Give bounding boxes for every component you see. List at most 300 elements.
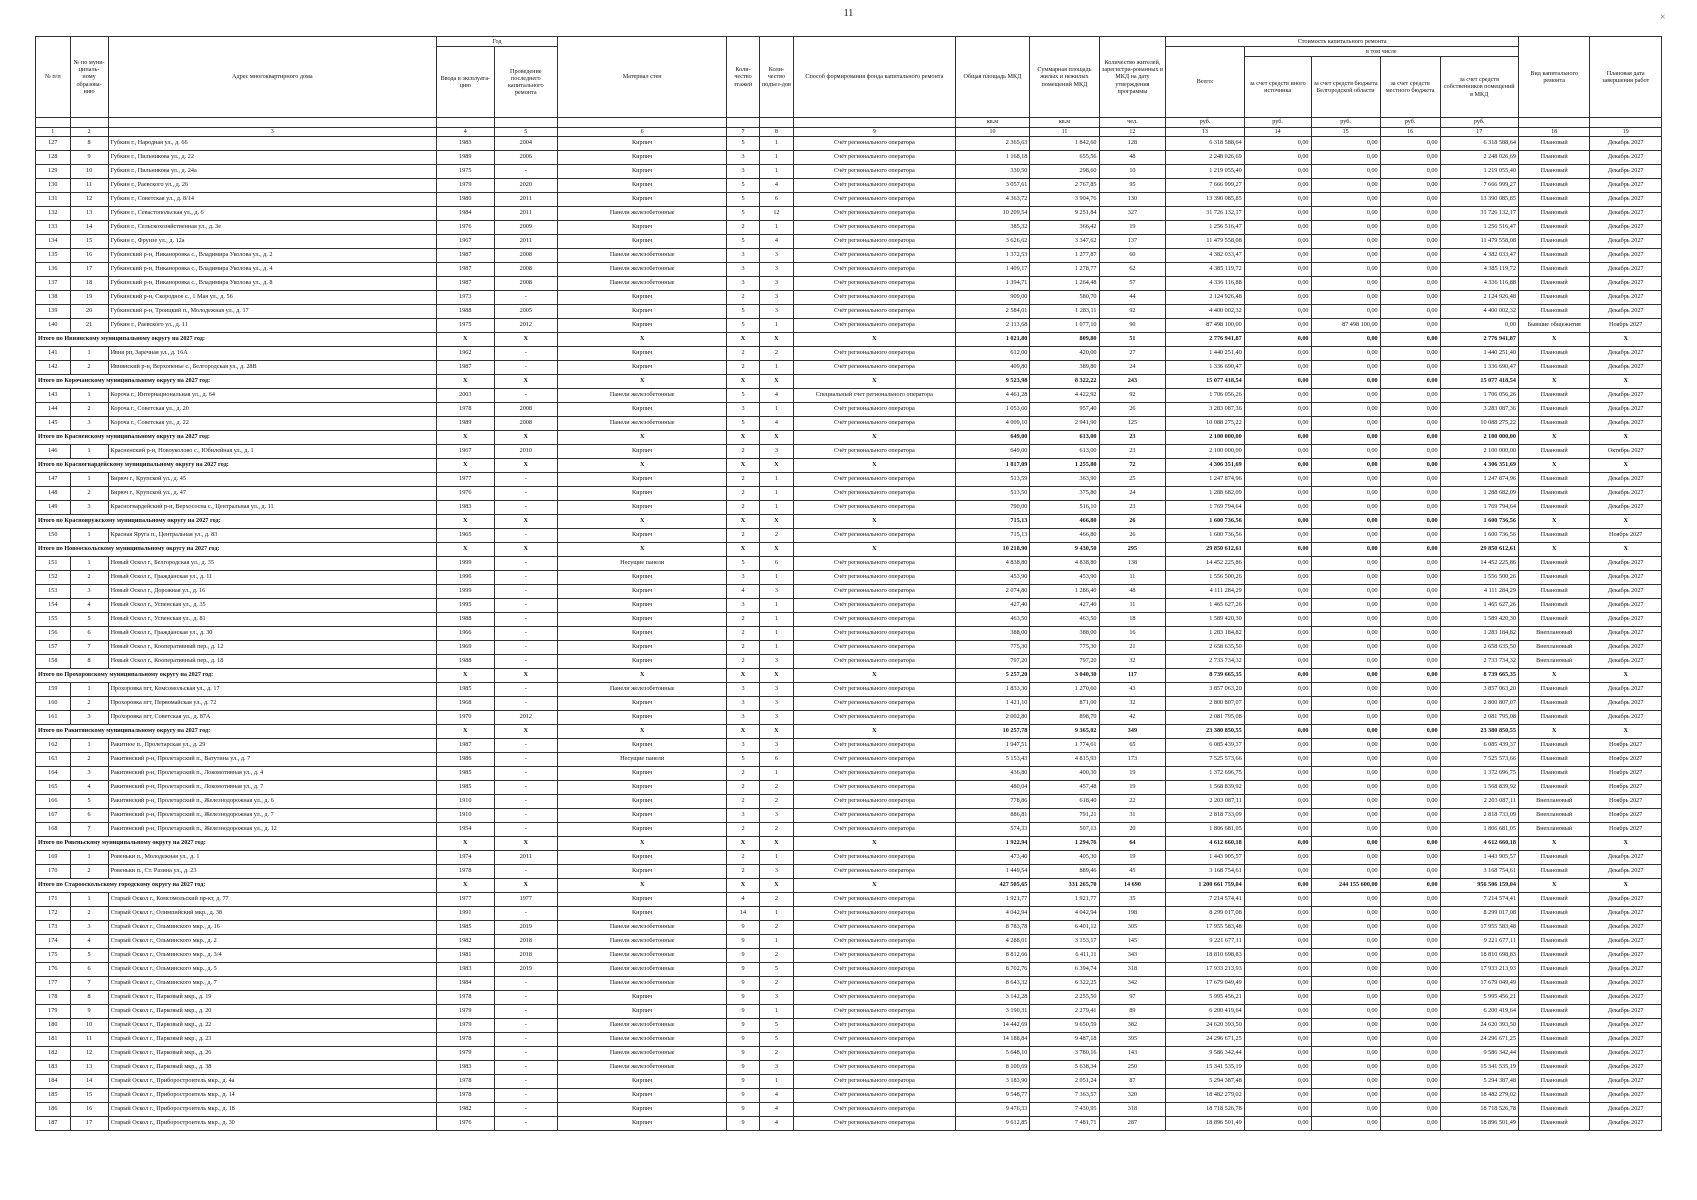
table-cell: 1 xyxy=(70,851,108,865)
table-cell: Счёт регионального оператора xyxy=(794,305,955,319)
table-cell: 1999 xyxy=(436,585,494,599)
table-cell: 0,00 xyxy=(1380,823,1440,837)
table-cell: 3 183,90 xyxy=(955,1075,1030,1089)
table-cell: 17 679 049,49 xyxy=(1440,977,1518,991)
table-cell: 9 xyxy=(727,991,759,1005)
table-cell: Счёт регионального оператора xyxy=(794,557,955,571)
table-cell: 513,50 xyxy=(955,487,1030,501)
table-row xyxy=(36,753,1662,767)
table-cell: 0,00 xyxy=(1311,487,1380,501)
subtotal-cell: X xyxy=(1590,375,1662,389)
table-cell: - xyxy=(494,1075,557,1089)
table-row xyxy=(36,1075,1662,1089)
table-cell: Плановый xyxy=(1518,263,1589,277)
table-cell: Плановый xyxy=(1518,249,1589,263)
table-cell: 0,00 xyxy=(1311,851,1380,865)
table-cell: - xyxy=(494,627,557,641)
table-cell: 1 xyxy=(70,739,108,753)
table-cell: Счёт регионального оператора xyxy=(794,1005,955,1019)
table-cell: 1995 xyxy=(436,599,494,613)
table-cell: 2 xyxy=(727,473,759,487)
table-cell: Плановый xyxy=(1518,865,1589,879)
address-cell: Ивня рп, Заречная ул., д. 16А xyxy=(108,347,436,361)
table-cell: 871,00 xyxy=(1030,697,1099,711)
table-cell: 3 xyxy=(727,151,759,165)
table-cell: 0,00 xyxy=(1311,249,1380,263)
table-cell: 172 xyxy=(36,907,71,921)
table-cell: 1 xyxy=(70,347,108,361)
table-cell: 31 726 132,17 xyxy=(1166,207,1244,221)
table-cell: 0,00 xyxy=(1380,361,1440,375)
table-cell: 2003 xyxy=(436,389,494,403)
table-cell: 0,00 xyxy=(1244,585,1311,599)
subtotal-cell: X xyxy=(436,669,494,683)
table-cell: Внеплановый xyxy=(1518,655,1589,669)
table-cell: 3 xyxy=(759,991,794,1005)
table-cell: 3 057,61 xyxy=(955,179,1030,193)
subtotal-cell: X xyxy=(794,515,955,529)
table-cell: 7 525 573,66 xyxy=(1166,753,1244,767)
table-cell: Ноябрь 2027 xyxy=(1590,739,1662,753)
table-cell: Плановый xyxy=(1518,403,1589,417)
subtotal-cell: 466,80 xyxy=(1030,515,1099,529)
subtotal-cell: 1 294,76 xyxy=(1030,837,1099,851)
table-cell: 8 xyxy=(70,655,108,669)
table-cell: 1 372,53 xyxy=(955,249,1030,263)
table-cell: Кирпич xyxy=(557,585,726,599)
table-cell: Панели железобетонные xyxy=(557,1047,726,1061)
table-cell: 0,00 xyxy=(1311,389,1380,403)
table-cell: 4 111 284,29 xyxy=(1440,585,1518,599)
table-cell: Плановый xyxy=(1518,221,1589,235)
table-cell: Кирпич xyxy=(557,613,726,627)
table-cell: 7 xyxy=(70,641,108,655)
column-number: 19 xyxy=(1590,128,1662,137)
table-cell: Плановый xyxy=(1518,165,1589,179)
table-cell: Счёт регионального оператора xyxy=(794,795,955,809)
subtotal-cell: 0,00 xyxy=(1380,459,1440,473)
subtotal-cell: 9 430,50 xyxy=(1030,543,1099,557)
table-cell: Счёт регионального оператора xyxy=(794,165,955,179)
table-cell: 0,00 xyxy=(1440,319,1518,333)
table-cell: 171 xyxy=(36,893,71,907)
table-cell: 13 xyxy=(70,207,108,221)
table-cell: 136 xyxy=(36,263,71,277)
table-cell: 5 995 456,21 xyxy=(1440,991,1518,1005)
subtotal-cell: 0,00 xyxy=(1311,375,1380,389)
table-cell: 3 xyxy=(727,697,759,711)
table-cell: 2 xyxy=(70,403,108,417)
table-cell: 6 xyxy=(759,557,794,571)
table-cell: 0,00 xyxy=(1244,179,1311,193)
table-cell: - xyxy=(494,977,557,991)
table-cell: 2 074,80 xyxy=(955,585,1030,599)
address-cell: Ивнянский р-н, Верхопенье с., Белгородская ул., д. 28В xyxy=(108,361,436,375)
table-cell: Счёт регионального оператора xyxy=(794,487,955,501)
table-cell: Панели железобетонные xyxy=(557,1061,726,1075)
table-cell: Ноябрь 2027 xyxy=(1590,529,1662,543)
table-cell: Плановый xyxy=(1518,921,1589,935)
subtotal-cell: X xyxy=(494,515,557,529)
subtotal-cell: X xyxy=(794,669,955,683)
subtotal-cell: 1 817,09 xyxy=(955,459,1030,473)
table-cell: 0,00 xyxy=(1311,613,1380,627)
table-cell: 2 xyxy=(727,445,759,459)
table-cell: Ноябрь 2027 xyxy=(1590,823,1662,837)
subtotal-cell: 1 021,80 xyxy=(955,333,1030,347)
table-cell: Кирпич xyxy=(557,1005,726,1019)
table-cell: Кирпич xyxy=(557,403,726,417)
subtotal-cell: X xyxy=(1518,543,1589,557)
table-cell: Декабрь 2027 xyxy=(1590,1019,1662,1033)
table-cell: 1 833,30 xyxy=(955,683,1030,697)
table-cell: 427,40 xyxy=(1030,599,1099,613)
table-cell: - xyxy=(494,1061,557,1075)
table-cell: 790,00 xyxy=(955,501,1030,515)
table-cell: 1 774,61 xyxy=(1030,739,1099,753)
header-n-mun: № по муни-ципаль-ному образова-нию xyxy=(70,37,108,118)
table-cell: 1978 xyxy=(436,991,494,1005)
table-cell: 0,00 xyxy=(1380,655,1440,669)
table-cell: 11 xyxy=(1099,571,1166,585)
table-cell: 7 363,57 xyxy=(1030,1089,1099,1103)
table-cell: 5 153,43 xyxy=(955,753,1030,767)
subtotal-cell: 0,00 xyxy=(1380,543,1440,557)
table-cell: Панели железобетонные xyxy=(557,949,726,963)
subtotal-cell: 809,80 xyxy=(1030,333,1099,347)
table-cell: 0,00 xyxy=(1244,1005,1311,1019)
table-cell: 1 xyxy=(70,445,108,459)
table-cell: 0,00 xyxy=(1311,865,1380,879)
table-cell: 0,00 xyxy=(1311,1089,1380,1103)
table-cell: 1 440 251,40 xyxy=(1440,347,1518,361)
subtotal-cell: 0,00 xyxy=(1244,879,1311,893)
address-cell: Старый Оскол г., Приборостроитель мкр., д. 14 xyxy=(108,1089,436,1103)
table-cell: Декабрь 2027 xyxy=(1590,935,1662,949)
table-cell: 3 xyxy=(759,291,794,305)
table-cell: Счёт регионального оператора xyxy=(794,529,955,543)
table-cell: Бывшие общежития xyxy=(1518,319,1589,333)
table-cell: 4 xyxy=(759,179,794,193)
table-cell: 1983 xyxy=(436,1061,494,1075)
table-cell: Декабрь 2027 xyxy=(1590,235,1662,249)
header-kind: Вид капитального ремонта xyxy=(1518,37,1589,118)
table-cell: Ноябрь 2027 xyxy=(1590,753,1662,767)
subtotal-cell: X xyxy=(494,543,557,557)
table-cell: - xyxy=(494,823,557,837)
table-cell: 0,00 xyxy=(1380,781,1440,795)
table-cell: 427,40 xyxy=(955,599,1030,613)
table-row xyxy=(36,487,1662,501)
table-cell: 2 800 807,07 xyxy=(1440,697,1518,711)
table-cell: 0,00 xyxy=(1311,151,1380,165)
table-cell: Плановый xyxy=(1518,599,1589,613)
table-cell: - xyxy=(494,291,557,305)
table-cell: 1 278,77 xyxy=(1030,263,1099,277)
table-cell: 375,80 xyxy=(1030,487,1099,501)
subtotal-cell: X xyxy=(727,837,759,851)
subtotal-cell: X xyxy=(436,375,494,389)
table-cell: 0,00 xyxy=(1311,697,1380,711)
table-cell: 7 xyxy=(70,823,108,837)
table-cell: Кирпич xyxy=(557,361,726,375)
table-cell: 157 xyxy=(36,641,71,655)
table-cell: 3 xyxy=(759,277,794,291)
table-cell: Плановый xyxy=(1518,963,1589,977)
table-cell: 2008 xyxy=(494,249,557,263)
address-cell: Старый Оскол г., Ольминского мкр., д. 7 xyxy=(108,977,436,991)
table-cell: 7 666 999,27 xyxy=(1166,179,1244,193)
subtotal-cell: 15 077 418,54 xyxy=(1440,375,1518,389)
table-row xyxy=(36,1033,1662,1047)
address-cell: Новый Оскол г., Успенская ул., д. 35 xyxy=(108,599,436,613)
corner-mark: × xyxy=(1660,12,1666,23)
table-cell: 65 xyxy=(1099,739,1166,753)
table-cell: 0,00 xyxy=(1311,403,1380,417)
table-cell: 0,00 xyxy=(1380,165,1440,179)
column-number: 13 xyxy=(1166,128,1244,137)
table-cell: 2 xyxy=(70,753,108,767)
table-cell: 0,00 xyxy=(1244,935,1311,949)
table-cell: 4 xyxy=(759,417,794,431)
table-cell: 155 xyxy=(36,613,71,627)
table-cell: 3 xyxy=(70,417,108,431)
table-cell: 2 xyxy=(70,865,108,879)
header-entrances: Коли-чество подъез-дов xyxy=(759,37,794,118)
table-cell: 3 xyxy=(727,599,759,613)
table-cell: Плановый xyxy=(1518,235,1589,249)
table-cell: 1 465 627,26 xyxy=(1166,599,1244,613)
subtotal-cell: 349 xyxy=(1099,725,1166,739)
table-cell: 0,00 xyxy=(1311,235,1380,249)
column-number: 4 xyxy=(436,128,494,137)
table-cell: 167 xyxy=(36,809,71,823)
table-cell: - xyxy=(494,1047,557,1061)
subtotal-cell: X xyxy=(1590,725,1662,739)
table-cell: Панели железобетонные xyxy=(557,263,726,277)
subtotal-cell: 0,00 xyxy=(1380,333,1440,347)
table-cell: 0,00 xyxy=(1380,305,1440,319)
table-cell: 1 xyxy=(759,221,794,235)
table-cell: 0,00 xyxy=(1311,1103,1380,1117)
table-cell: Декабрь 2027 xyxy=(1590,473,1662,487)
table-cell: 2 733 734,32 xyxy=(1166,655,1244,669)
table-cell: 2 xyxy=(727,823,759,837)
table-cell: 9 xyxy=(727,1075,759,1089)
table-cell: 4 xyxy=(70,781,108,795)
table-cell: Кирпич xyxy=(557,529,726,543)
table-cell: 8 299 017,08 xyxy=(1440,907,1518,921)
table-cell: Счёт регионального оператора xyxy=(794,865,955,879)
address-cell: Короча г., Советская ул., д. 20 xyxy=(108,403,436,417)
table-cell: 2 100 000,00 xyxy=(1440,445,1518,459)
table-cell: 2 767,85 xyxy=(1030,179,1099,193)
table-cell: 129 xyxy=(36,165,71,179)
table-cell: 198 xyxy=(1099,907,1166,921)
subtotal-cell: 0,00 xyxy=(1244,543,1311,557)
table-cell: 0,00 xyxy=(1311,963,1380,977)
subtotal-cell: 23 380 850,55 xyxy=(1166,725,1244,739)
table-cell: Кирпич xyxy=(557,907,726,921)
unit-cell: руб. xyxy=(1166,118,1244,128)
table-cell: 23 xyxy=(1099,501,1166,515)
table-cell: Декабрь 2027 xyxy=(1590,851,1662,865)
table-cell: 4 111 284,29 xyxy=(1166,585,1244,599)
table-cell: - xyxy=(494,613,557,627)
table-cell: 9 xyxy=(727,1005,759,1019)
subtotal-cell: 0,00 xyxy=(1311,725,1380,739)
header-god: Год xyxy=(436,37,557,47)
table-cell: Счёт регионального оператора xyxy=(794,921,955,935)
table-cell: 330,50 xyxy=(955,165,1030,179)
table-cell: 1954 xyxy=(436,823,494,837)
table-cell: Внеплановый xyxy=(1518,627,1589,641)
subtotal-cell: X xyxy=(727,375,759,389)
subtotal-cell: X xyxy=(1518,459,1589,473)
address-cell: Старый Оскол г., Приборостроитель мкр., д. 4а xyxy=(108,1075,436,1089)
subtotal-cell: X xyxy=(727,543,759,557)
table-cell: Счёт регионального оператора xyxy=(794,781,955,795)
subtotal-cell: 613,00 xyxy=(1030,431,1099,445)
subtotal-cell: X xyxy=(727,431,759,445)
table-cell: 6 411,11 xyxy=(1030,949,1099,963)
table-cell: 1 264,48 xyxy=(1030,277,1099,291)
table-cell: Плановый xyxy=(1518,487,1589,501)
header-cost: Стоимость капитального ремонта xyxy=(1166,37,1519,47)
subtotal-cell: 295 xyxy=(1099,543,1166,557)
table-row xyxy=(36,697,1662,711)
address-cell: Старый Оскол г., Ольминского мкр., д. 16 xyxy=(108,921,436,935)
table-row xyxy=(36,207,1662,221)
table-cell: 0,00 xyxy=(1380,207,1440,221)
table-cell: 95 xyxy=(1099,179,1166,193)
table-cell: 7 214 574,41 xyxy=(1166,893,1244,907)
subtotal-cell: X xyxy=(759,459,794,473)
table-cell: 388,00 xyxy=(955,627,1030,641)
unit-cell: кв.м xyxy=(1030,118,1099,128)
table-cell: Декабрь 2027 xyxy=(1590,655,1662,669)
table-cell: 0,00 xyxy=(1311,809,1380,823)
table-cell: 1989 xyxy=(436,151,494,165)
table-cell: Плановый xyxy=(1518,1075,1589,1089)
table-cell: 0,00 xyxy=(1380,319,1440,333)
table-cell: Внеплановый xyxy=(1518,795,1589,809)
subtotal-cell: X xyxy=(557,543,726,557)
subtotal-cell: 4 612 660,18 xyxy=(1440,837,1518,851)
table-cell: 886,81 xyxy=(955,809,1030,823)
subtotal-cell: 331 265,70 xyxy=(1030,879,1099,893)
address-cell: Губкинский р-н, Скородное с., 1 Мая ул., д. 56 xyxy=(108,291,436,305)
table-cell: 1 xyxy=(70,529,108,543)
table-cell: Панели железобетонные xyxy=(557,1033,726,1047)
subtotal-cell: X xyxy=(794,837,955,851)
table-cell: 1 921,77 xyxy=(1030,893,1099,907)
table-cell: 0,00 xyxy=(1311,739,1380,753)
table-cell: 18 718 526,78 xyxy=(1440,1103,1518,1117)
subtotal-cell: 0,00 xyxy=(1380,837,1440,851)
table-cell: Плановый xyxy=(1518,347,1589,361)
table-cell: 32 xyxy=(1099,697,1166,711)
table-cell: 1978 xyxy=(436,1075,494,1089)
table-cell: Кирпич xyxy=(557,739,726,753)
table-cell: 5 xyxy=(759,1033,794,1047)
table-row xyxy=(36,627,1662,641)
table-cell: 3 xyxy=(759,445,794,459)
table-cell: 613,00 xyxy=(1030,445,1099,459)
table-cell: Плановый xyxy=(1518,781,1589,795)
table-cell: Счёт регионального оператора xyxy=(794,403,955,417)
table-cell: 0,00 xyxy=(1244,697,1311,711)
table-cell: 1 556 500,26 xyxy=(1166,571,1244,585)
table-cell: Декабрь 2027 xyxy=(1590,1033,1662,1047)
table-cell: Счёт регионального оператора xyxy=(794,683,955,697)
table-cell: 1 440 251,40 xyxy=(1166,347,1244,361)
table-cell: 14 452 225,86 xyxy=(1440,557,1518,571)
table-cell: 48 xyxy=(1099,585,1166,599)
table-cell: 1 600 736,56 xyxy=(1440,529,1518,543)
table-cell: 2 xyxy=(727,613,759,627)
column-numbers-row xyxy=(36,128,1662,137)
subtotal-cell: 244 155 600,00 xyxy=(1311,879,1380,893)
table-cell: 2 279,41 xyxy=(1030,1005,1099,1019)
table-cell: Счёт регионального оператора xyxy=(794,501,955,515)
table-cell: 11 xyxy=(1099,599,1166,613)
table-cell: - xyxy=(494,655,557,669)
table-cell: 1983 xyxy=(436,501,494,515)
table-cell: 0,00 xyxy=(1380,1033,1440,1047)
table-cell: Плановый xyxy=(1518,697,1589,711)
table-cell: 1 xyxy=(70,683,108,697)
table-cell: Счёт регионального оператора xyxy=(794,991,955,1005)
table-cell: 134 xyxy=(36,235,71,249)
table-cell: Счёт регионального оператора xyxy=(794,907,955,921)
table-cell: 2011 xyxy=(494,235,557,249)
subtotal-cell: 649,00 xyxy=(955,431,1030,445)
table-cell: 9 xyxy=(727,1019,759,1033)
table-cell: Плановый xyxy=(1518,1061,1589,1075)
table-cell: 1979 xyxy=(436,1047,494,1061)
table-cell: 0,00 xyxy=(1380,501,1440,515)
table-cell: 1966 xyxy=(436,627,494,641)
table-cell: 0,00 xyxy=(1311,1047,1380,1061)
table-cell: 10 xyxy=(70,1019,108,1033)
table-cell: 0,00 xyxy=(1311,1005,1380,1019)
table-cell: 89 xyxy=(1099,1005,1166,1019)
subtotal-cell: X xyxy=(557,725,726,739)
table-cell: 0,00 xyxy=(1311,347,1380,361)
table-cell: Декабрь 2027 xyxy=(1590,165,1662,179)
table-cell: 175 xyxy=(36,949,71,963)
table-cell: 0,00 xyxy=(1380,907,1440,921)
table-cell: 1 xyxy=(759,571,794,585)
table-cell: Декабрь 2027 xyxy=(1590,1117,1662,1131)
table-cell: 0,00 xyxy=(1311,683,1380,697)
table-cell: 11 xyxy=(70,179,108,193)
table-cell: - xyxy=(494,795,557,809)
table-cell: 343 xyxy=(1099,949,1166,963)
table-cell: Кирпич xyxy=(557,767,726,781)
table-cell: Декабрь 2027 xyxy=(1590,641,1662,655)
address-cell: Старый Оскол г., Парковый мкр., д. 26 xyxy=(108,1047,436,1061)
table-cell: 16 xyxy=(70,1103,108,1117)
subtotal-cell: X xyxy=(1518,333,1589,347)
table-cell: 1 219 055,40 xyxy=(1166,165,1244,179)
table-cell: 42 xyxy=(1099,711,1166,725)
subtotal-cell: 0,00 xyxy=(1244,515,1311,529)
table-cell: Декабрь 2027 xyxy=(1590,1047,1662,1061)
table-cell: - xyxy=(494,1103,557,1117)
table-cell: 655,56 xyxy=(1030,151,1099,165)
